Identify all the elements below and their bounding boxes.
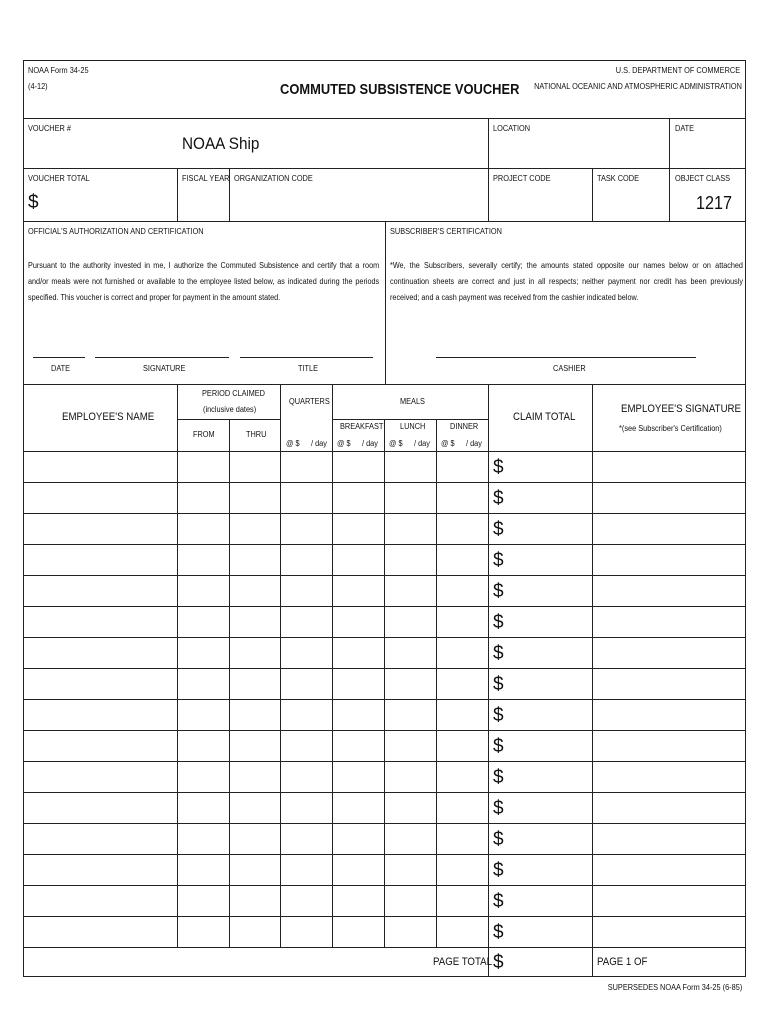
employee-signature-cell[interactable]	[593, 607, 746, 638]
claim-total-cell[interactable]	[489, 452, 592, 483]
voucher-total-field[interactable]: $	[28, 192, 39, 213]
lunch-cell[interactable]	[385, 731, 436, 762]
breakfast-cell[interactable]	[333, 762, 384, 793]
fiscal-year-label: FISCAL YEAR	[182, 174, 230, 183]
from-date-cell[interactable]	[178, 886, 229, 917]
employee-name-cell[interactable]	[23, 545, 177, 576]
quarters-cell[interactable]	[281, 545, 332, 576]
dinner-cell[interactable]	[437, 824, 488, 855]
official-signature-line[interactable]	[95, 357, 229, 358]
claim-total-cell[interactable]	[489, 638, 592, 669]
dinner-cell[interactable]	[437, 700, 488, 731]
thru-date-cell[interactable]	[230, 917, 280, 948]
object-class-field[interactable]: 1217	[696, 193, 733, 213]
from-date-cell[interactable]	[178, 700, 229, 731]
breakfast-cell[interactable]	[333, 638, 384, 669]
task-code-label: TASK CODE	[597, 174, 639, 183]
from-date-cell[interactable]	[178, 607, 229, 638]
thru-date-cell[interactable]	[230, 638, 280, 669]
thru-header: THRU	[246, 430, 267, 439]
page-total-label: PAGE TOTAL	[433, 956, 493, 968]
employee-name-cell[interactable]	[23, 855, 177, 886]
claim-total-cell[interactable]	[489, 886, 592, 917]
employee-signature-cell[interactable]	[593, 886, 746, 917]
thru-date-cell[interactable]	[230, 793, 280, 824]
claim-total-cell[interactable]	[489, 731, 592, 762]
from-date-cell[interactable]	[178, 793, 229, 824]
thru-date-cell[interactable]	[230, 483, 280, 514]
quarters-cell[interactable]	[281, 793, 332, 824]
claim-total-cell[interactable]	[489, 483, 592, 514]
employee-signature-cell[interactable]	[593, 638, 746, 669]
claim-total-cell[interactable]	[489, 824, 592, 855]
employee-name-cell[interactable]	[23, 824, 177, 855]
employee-signature-cell[interactable]	[593, 700, 746, 731]
claim-total-header: CLAIM TOTAL	[513, 411, 576, 423]
employee-signature-cell[interactable]	[593, 824, 746, 855]
quarters-header: QUARTERS	[289, 397, 330, 406]
from-date-cell[interactable]	[178, 855, 229, 886]
from-date-cell[interactable]	[178, 576, 229, 607]
thru-date-cell[interactable]	[230, 886, 280, 917]
claim-total-cell[interactable]	[489, 669, 592, 700]
quarters-cell[interactable]	[281, 917, 332, 948]
claim-total-cell[interactable]	[489, 607, 592, 638]
thru-date-cell[interactable]	[230, 700, 280, 731]
quarters-cell[interactable]	[281, 483, 332, 514]
quarters-cell[interactable]	[281, 824, 332, 855]
dinner-cell[interactable]	[437, 545, 488, 576]
dollar-sign: $	[493, 829, 504, 850]
dinner-rate-at: @ $	[441, 439, 455, 448]
dinner-cell[interactable]	[437, 576, 488, 607]
thru-date-cell[interactable]	[230, 762, 280, 793]
breakfast-cell[interactable]	[333, 545, 384, 576]
quarters-cell[interactable]	[281, 855, 332, 886]
quarters-rate-at: @ $	[286, 439, 300, 448]
voucher-number-field[interactable]: NOAA Ship	[182, 134, 260, 153]
breakfast-cell[interactable]	[333, 700, 384, 731]
dinner-cell[interactable]	[437, 669, 488, 700]
thru-date-cell[interactable]	[230, 669, 280, 700]
dollar-sign: $	[493, 891, 504, 912]
employee-name-cell[interactable]	[23, 638, 177, 669]
agency-name: NATIONAL OCEANIC AND ATMOSPHERIC ADMINISTRATION	[534, 82, 742, 91]
from-date-cell[interactable]	[178, 762, 229, 793]
lunch-cell[interactable]	[385, 824, 436, 855]
lunch-rate-day: / day	[414, 439, 430, 448]
claim-total-cell[interactable]	[489, 762, 592, 793]
breakfast-cell[interactable]	[333, 886, 384, 917]
date-signature-line[interactable]	[33, 357, 85, 358]
lunch-cell[interactable]	[385, 700, 436, 731]
lunch-cell[interactable]	[385, 762, 436, 793]
quarters-cell[interactable]	[281, 669, 332, 700]
quarters-cell[interactable]	[281, 638, 332, 669]
lunch-cell[interactable]	[385, 545, 436, 576]
voucher-total-label: VOUCHER TOTAL	[28, 174, 90, 183]
dinner-cell[interactable]	[437, 917, 488, 948]
employee-name-cell[interactable]	[23, 917, 177, 948]
employee-signature-cell[interactable]	[593, 793, 746, 824]
dollar-sign: $	[493, 488, 504, 509]
breakfast-cell[interactable]	[333, 793, 384, 824]
claim-total-cell[interactable]	[489, 545, 592, 576]
quarters-cell[interactable]	[281, 607, 332, 638]
employee-signature-cell[interactable]	[593, 514, 746, 545]
dollar-sign: $	[493, 922, 504, 943]
claim-total-cell[interactable]	[489, 700, 592, 731]
lunch-cell[interactable]	[385, 855, 436, 886]
dinner-rate-day: / day	[466, 439, 482, 448]
quarters-cell[interactable]	[281, 576, 332, 607]
quarters-cell[interactable]	[281, 514, 332, 545]
inclusive-dates-header: (inclusive dates)	[203, 405, 257, 414]
dinner-cell[interactable]	[437, 514, 488, 545]
dinner-cell[interactable]	[437, 762, 488, 793]
subscriber-certification-heading: SUBSCRIBER'S CERTIFICATION	[390, 227, 502, 236]
employee-signature-cell[interactable]	[593, 855, 746, 886]
breakfast-cell[interactable]	[333, 917, 384, 948]
page-total-field[interactable]: $	[493, 952, 504, 973]
employee-signature-cell[interactable]	[593, 731, 746, 762]
dinner-cell[interactable]	[437, 483, 488, 514]
object-class-label: OBJECT CLASS	[675, 174, 731, 183]
dollar-sign: $	[493, 736, 504, 757]
employee-name-cell[interactable]	[23, 886, 177, 917]
quarters-cell[interactable]	[281, 886, 332, 917]
breakfast-cell[interactable]	[333, 576, 384, 607]
dinner-cell[interactable]	[437, 886, 488, 917]
from-date-cell[interactable]	[178, 452, 229, 483]
breakfast-cell[interactable]	[333, 514, 384, 545]
from-date-cell[interactable]	[178, 514, 229, 545]
form-number: NOAA Form 34-25	[28, 66, 89, 75]
lunch-cell[interactable]	[385, 452, 436, 483]
signature-caption: SIGNATURE	[143, 364, 186, 373]
employee-signature-cell[interactable]	[593, 669, 746, 700]
breakfast-cell[interactable]	[333, 731, 384, 762]
cashier-signature-line[interactable]	[436, 357, 696, 358]
employee-name-cell[interactable]	[23, 514, 177, 545]
breakfast-cell[interactable]	[333, 452, 384, 483]
dollar-sign: $	[493, 457, 504, 478]
from-date-cell[interactable]	[178, 545, 229, 576]
employee-signature-cell[interactable]	[593, 483, 746, 514]
breakfast-cell[interactable]	[333, 855, 384, 886]
dollar-sign: $	[493, 612, 504, 633]
quarters-rate-day: / day	[311, 439, 327, 448]
employee-name-cell[interactable]	[23, 607, 177, 638]
quarters-cell[interactable]	[281, 452, 332, 483]
breakfast-header: BREAKFAST	[340, 422, 384, 431]
thru-date-cell[interactable]	[230, 452, 280, 483]
employee-name-cell[interactable]	[23, 669, 177, 700]
organization-code-label: ORGANIZATION CODE	[234, 174, 313, 183]
official-authorization-text: Pursuant to the authority invested in me, I authorize the Commuted Subsistence and certify that a room and/or meals were not furnished or available to the employee listed below, as indicated during the periods specified. This voucher is correct and proper for payment in the amount stated.	[28, 261, 380, 302]
thru-date-cell[interactable]	[230, 545, 280, 576]
breakfast-cell[interactable]	[333, 824, 384, 855]
quarters-cell[interactable]	[281, 700, 332, 731]
dollar-sign: $	[493, 581, 504, 602]
breakfast-cell[interactable]	[333, 607, 384, 638]
quarters-cell[interactable]	[281, 731, 332, 762]
dollar-sign: $	[493, 860, 504, 881]
department-name: U.S. DEPARTMENT OF COMMERCE	[615, 66, 740, 75]
quarters-cell[interactable]	[281, 762, 332, 793]
lunch-rate-at: @ $	[389, 439, 403, 448]
dollar-sign: $	[493, 798, 504, 819]
lunch-cell[interactable]	[385, 607, 436, 638]
employee-signature-cell[interactable]	[593, 762, 746, 793]
employee-name-cell[interactable]	[23, 700, 177, 731]
from-date-cell[interactable]	[178, 638, 229, 669]
date-label: DATE	[675, 124, 695, 133]
from-header: FROM	[193, 430, 215, 439]
thru-date-cell[interactable]	[230, 607, 280, 638]
lunch-cell[interactable]	[385, 793, 436, 824]
from-date-cell[interactable]	[178, 483, 229, 514]
employee-signature-cell[interactable]	[593, 452, 746, 483]
lunch-cell[interactable]	[385, 483, 436, 514]
employee-name-cell[interactable]	[23, 793, 177, 824]
breakfast-cell[interactable]	[333, 669, 384, 700]
employee-name-cell[interactable]	[23, 576, 177, 607]
thru-date-cell[interactable]	[230, 855, 280, 886]
location-label: LOCATION	[493, 124, 531, 133]
dollar-sign: $	[493, 705, 504, 726]
claim-total-cell[interactable]	[489, 514, 592, 545]
thru-date-cell[interactable]	[230, 576, 280, 607]
dinner-header: DINNER	[450, 422, 479, 431]
employee-name-cell[interactable]	[23, 762, 177, 793]
dinner-cell[interactable]	[437, 638, 488, 669]
page-number[interactable]: PAGE 1 OF	[597, 956, 648, 968]
official-authorization-heading: OFFICIAL'S AUTHORIZATION AND CERTIFICATION	[28, 227, 204, 236]
claim-total-cell[interactable]	[489, 917, 592, 948]
project-code-label: PROJECT CODE	[493, 174, 551, 183]
breakfast-cell[interactable]	[333, 483, 384, 514]
lunch-cell[interactable]	[385, 576, 436, 607]
from-date-cell[interactable]	[178, 731, 229, 762]
claim-total-cell[interactable]	[489, 855, 592, 886]
form-revision-date: (4-12)	[28, 82, 48, 91]
dollar-sign: $	[493, 519, 504, 540]
from-date-cell[interactable]	[178, 669, 229, 700]
lunch-cell[interactable]	[385, 669, 436, 700]
employee-name-cell[interactable]	[23, 452, 177, 483]
thru-date-cell[interactable]	[230, 731, 280, 762]
employee-name-cell[interactable]	[23, 483, 177, 514]
from-date-cell[interactable]	[178, 824, 229, 855]
lunch-cell[interactable]	[385, 514, 436, 545]
employee-name-cell[interactable]	[23, 731, 177, 762]
form-title: COMMUTED SUBSISTENCE VOUCHER	[280, 81, 520, 98]
employee-signature-header: EMPLOYEE'S SIGNATURE	[621, 403, 742, 415]
dinner-cell[interactable]	[437, 731, 488, 762]
employee-signature-cell[interactable]	[593, 917, 746, 948]
cashier-caption: CASHIER	[553, 364, 586, 373]
dollar-sign: $	[493, 643, 504, 664]
dinner-cell[interactable]	[437, 452, 488, 483]
breakfast-rate-at: @ $	[337, 439, 351, 448]
from-date-cell[interactable]	[178, 917, 229, 948]
dollar-sign: $	[493, 674, 504, 695]
dinner-cell[interactable]	[437, 855, 488, 886]
date-caption: DATE	[51, 364, 71, 373]
voucher-number-label: VOUCHER #	[28, 124, 71, 133]
breakfast-rate-day: / day	[362, 439, 378, 448]
employee-name-header: EMPLOYEE'S NAME	[62, 411, 155, 423]
meals-header: MEALS	[400, 397, 425, 406]
supersedes-note: SUPERSEDES NOAA Form 34-25 (6-85)	[607, 983, 742, 992]
see-certification-note: *(see Subscriber's Certification)	[619, 424, 722, 433]
period-claimed-header: PERIOD CLAIMED	[202, 389, 265, 398]
dinner-cell[interactable]	[437, 607, 488, 638]
thru-date-cell[interactable]	[230, 514, 280, 545]
lunch-cell[interactable]	[385, 917, 436, 948]
dollar-sign: $	[493, 550, 504, 571]
claim-total-cell[interactable]	[489, 576, 592, 607]
lunch-cell[interactable]	[385, 886, 436, 917]
thru-date-cell[interactable]	[230, 824, 280, 855]
title-signature-line[interactable]	[240, 357, 373, 358]
subscriber-certification-text: *We, the Subscribers, severally certify; the amounts stated opposite our names below or on attached continuation sheets are correct and just in all respects; neither payment nor credit has been previously received; and a cash payment was received from the cashier indicated below.	[390, 261, 743, 302]
employee-signature-cell[interactable]	[593, 545, 746, 576]
lunch-cell[interactable]	[385, 638, 436, 669]
dinner-cell[interactable]	[437, 793, 488, 824]
lunch-header: LUNCH	[400, 422, 426, 431]
employee-signature-cell[interactable]	[593, 576, 746, 607]
claim-total-cell[interactable]	[489, 793, 592, 824]
dollar-sign: $	[493, 767, 504, 788]
title-caption: TITLE	[298, 364, 319, 373]
